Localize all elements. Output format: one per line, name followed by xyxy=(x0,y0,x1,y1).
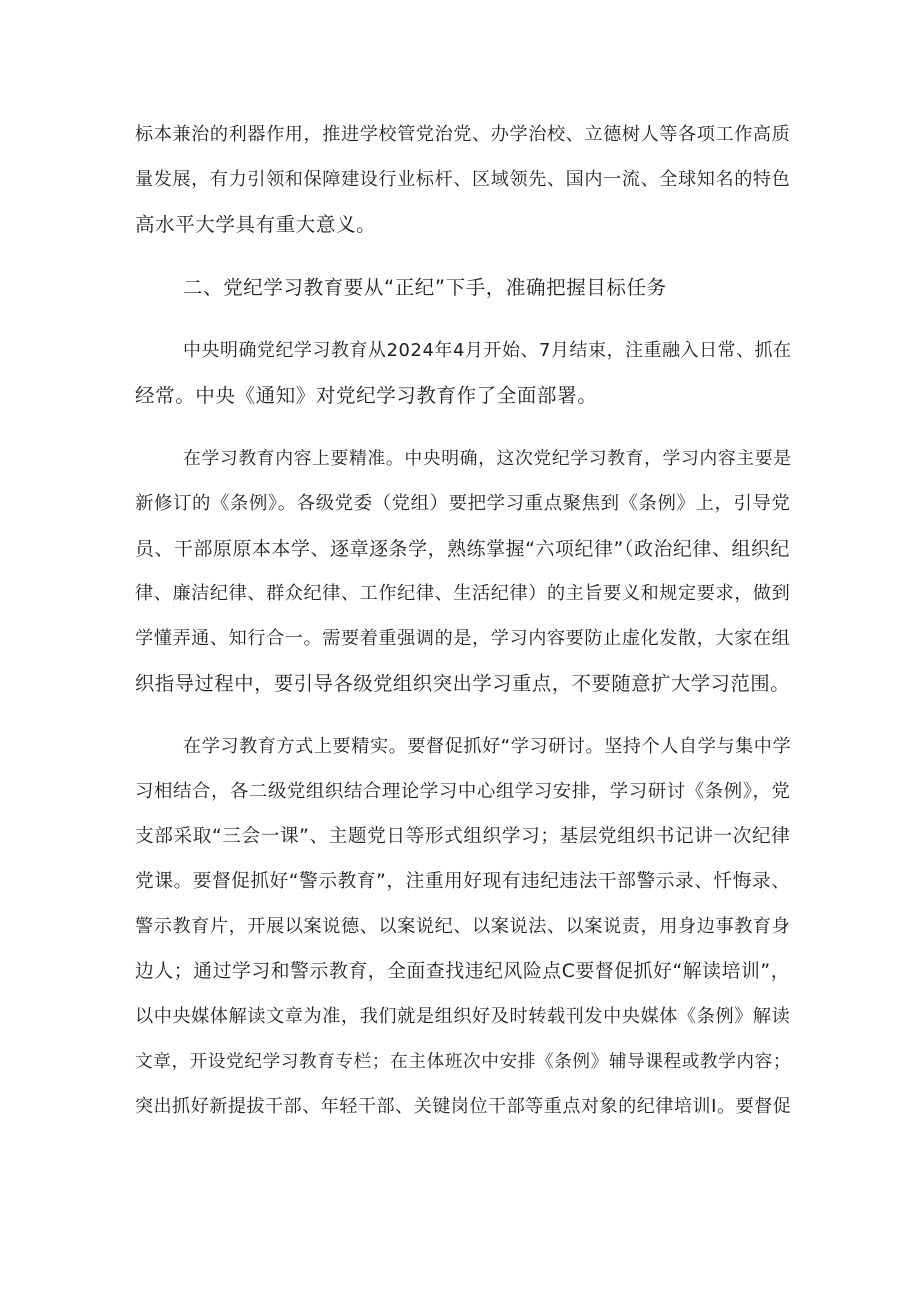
paragraph-line: 标本兼治的利器作用，推进学校管党治党、办学治校、立德树人等各项工作高质 xyxy=(135,124,791,145)
paragraph-line: 在学习教育内容上要精准。中央明确，这次党纪学习教育，学习内容主要是 xyxy=(183,448,792,469)
paragraph-line: 在学习教育方式上要精实。要督促抓好“学习研讨。坚持个人自学与集中学 xyxy=(183,736,792,757)
paragraph-line: 律、廉洁纪律、群众纪律、工作纪律、生活纪律）的主旨要义和规定要求，做到 xyxy=(135,583,791,604)
paragraph-line: 量发展，有力引领和保障建设行业标杆、区域领先、国内一流、全球知名的特色 xyxy=(135,169,791,190)
paragraph-line: 中央明确党纪学习教育从2024年4月开始、7月结束，注重融入日常、抓在 xyxy=(183,340,792,361)
paragraph-line: 习相结合，各二级党组织结合理论学习中心组学习安排，学习研讨《条例》，党 xyxy=(135,781,791,802)
paragraph-line: 经常。中央《通知》对党纪学习教育作了全面部署。 xyxy=(135,384,598,407)
paragraph-line: 支部采取“三会一课”、主题党日等形式组织学习；基层党组织书记讲一次纪律 xyxy=(135,826,791,847)
paragraph-line: 织指导过程中，要引导各级党组织突出学习重点，不要随意扩大学习范围。 xyxy=(135,672,791,695)
paragraph-line: 学懂弄通、知行合一。需要着重强调的是，学习内容要防止虚化发散，大家在组 xyxy=(135,628,791,649)
paragraph-line: 文章，开设党纪学习教育专栏；在主体班次中安排《条例》辅导课程或教学内容； xyxy=(135,1052,792,1072)
paragraph-line: 高水平大学具有重大意义。 xyxy=(135,213,377,236)
paragraph-line: 员、干部原原本本学、逐章逐条学，熟练掌握“六项纪律”（政治纪律、组织纪 xyxy=(135,538,791,560)
section-heading: 二、党纪学习教育要从“正纪”下手，准确把握目标任务 xyxy=(183,276,667,299)
paragraph-line: 以中央媒体解读文章为准，我们就是组织好及时转载刊发中央媒体《条例》解读 xyxy=(135,1006,791,1027)
paragraph-line: 党课。要督促抓好“警示教育”，注重用好现有违纪违法干部警示录、忏悔录、 xyxy=(135,871,791,892)
paragraph-line: 警示教育片，开展以案说德、以案说纪、以案说法、以案说责，用身边事教育身 xyxy=(135,916,791,937)
paragraph-line: 突出抓好新提拔干部、年轻干部、关键岗位干部等重点对象的纪律培训I。要督促 xyxy=(135,1096,792,1117)
paragraph-line: 边人；通过学习和警示教育，全面查找违纪风险点C要督促抓好“解读培训”， xyxy=(135,961,791,982)
paragraph-line: 新修订的《条例》。各级党委（党组）要把学习重点聚焦到《条例》上，引导党 xyxy=(135,493,791,514)
